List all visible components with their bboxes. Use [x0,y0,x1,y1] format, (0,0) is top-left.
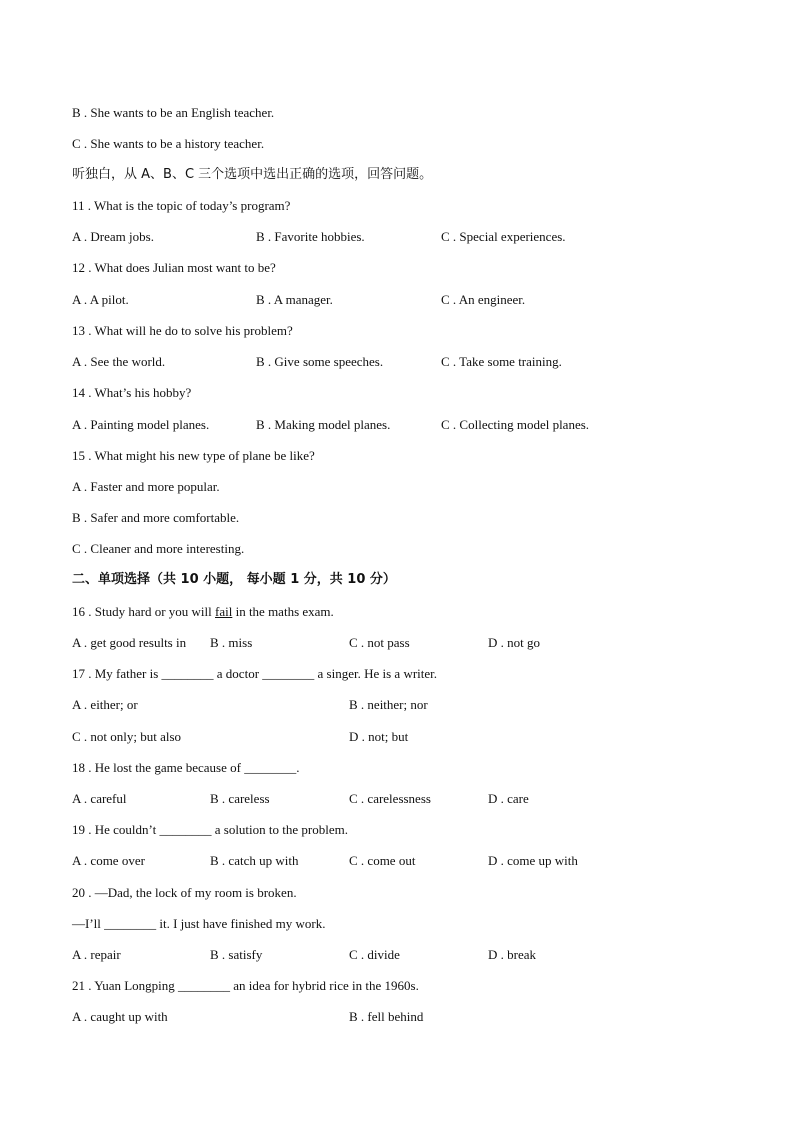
question-14: 14 . What’s his hobby? [72,385,192,400]
q19-option-d: D . come up with [488,853,578,868]
q18-option-a: A . careful [72,791,127,806]
q16-option-c: C . not pass [349,635,410,650]
q18-option-b: B . careless [210,791,270,806]
q13-option-a: A . See the world. [72,354,166,369]
q13-option-b: B . Give some speeches. [256,354,384,369]
q19-option-b: B . catch up with [210,853,299,868]
question-17: 17 . My father is ________ a doctor ________ a singer. He is a writer. [72,666,438,681]
q17-option-b: B . neither; nor [349,697,428,712]
question-18: 18 . He lost the game because of ________. [72,760,300,775]
option-b-prev: B . She wants to be an English teacher. [72,105,275,120]
q12-option-b: B . A manager. [256,292,333,307]
question-11: 11 . What is the topic of today’s program? [72,198,291,213]
question-16 [72,604,334,620]
q13-option-c: C . Take some training. [441,354,562,369]
q20-option-d: D . break [488,947,537,962]
q21-option-b: B . fell behind [349,1009,424,1024]
q15-option-c: C . Cleaner and more interesting. [72,541,245,556]
q17-option-a: A . either; or [72,697,138,712]
q16-suffix: in the maths exam. [232,604,334,619]
q14-option-a: A . Painting model planes. [72,417,210,432]
section-2-heading: 二、单项选择（共 10 小题， 每小题 1 分，共 10 分） [72,572,396,587]
q15-option-b: B . Safer and more comfortable. [72,510,240,525]
q11-option-c: C . Special experiences. [441,229,566,244]
q21-option-a: A . caught up with [72,1009,168,1024]
q19-option-c: C . come out [349,853,416,868]
q17-option-c: C . not only; but also [72,729,182,744]
q18-option-d: D . care [488,791,529,806]
question-20: 20 . —Dad, the lock of my room is broken. [72,885,297,900]
q16-option-b: B . miss [210,635,253,650]
q16-underlined-word: fail [215,604,233,619]
q12-option-a: A . A pilot. [72,292,129,307]
q12-option-c: C . An engineer. [441,292,526,307]
q11-option-a: A . Dream jobs. [72,229,154,244]
q20-option-c: C . divide [349,947,400,962]
q16-option-d: D . not go [488,635,540,650]
q17-option-d: D . not; but [349,729,409,744]
q11-option-b: B . Favorite hobbies. [256,229,365,244]
question-12: 12 . What does Julian most want to be? [72,260,276,275]
section-instruction: 听独白，从 A、B、C 三个选项中选出正确的选项，回答问题。 [72,167,433,182]
question-20-reply: —I’ll ________ it. I just have finished my work. [72,916,326,931]
q19-option-a: A . come over [72,853,145,868]
q14-option-c: C . Collecting model planes. [441,417,590,432]
q20-option-b: B . satisfy [210,947,263,962]
question-21: 21 . Yuan Longping ________ an idea for hybrid rice in the 1960s. [72,978,419,993]
question-13: 13 . What will he do to solve his problem? [72,323,293,338]
q18-option-c: C . carelessness [349,791,431,806]
option-c-prev: C . She wants to be a history teacher. [72,136,265,151]
q16-prefix: 16 . Study hard or you will [72,604,215,619]
q20-option-a: A . repair [72,947,121,962]
question-19: 19 . He couldn’t ________ a solution to the problem. [72,822,348,837]
q14-option-b: B . Making model planes. [256,417,391,432]
question-15: 15 . What might his new type of plane be like? [72,448,315,463]
q16-option-a: A . get good results in [72,635,187,650]
q15-option-a: A . Faster and more popular. [72,479,220,494]
